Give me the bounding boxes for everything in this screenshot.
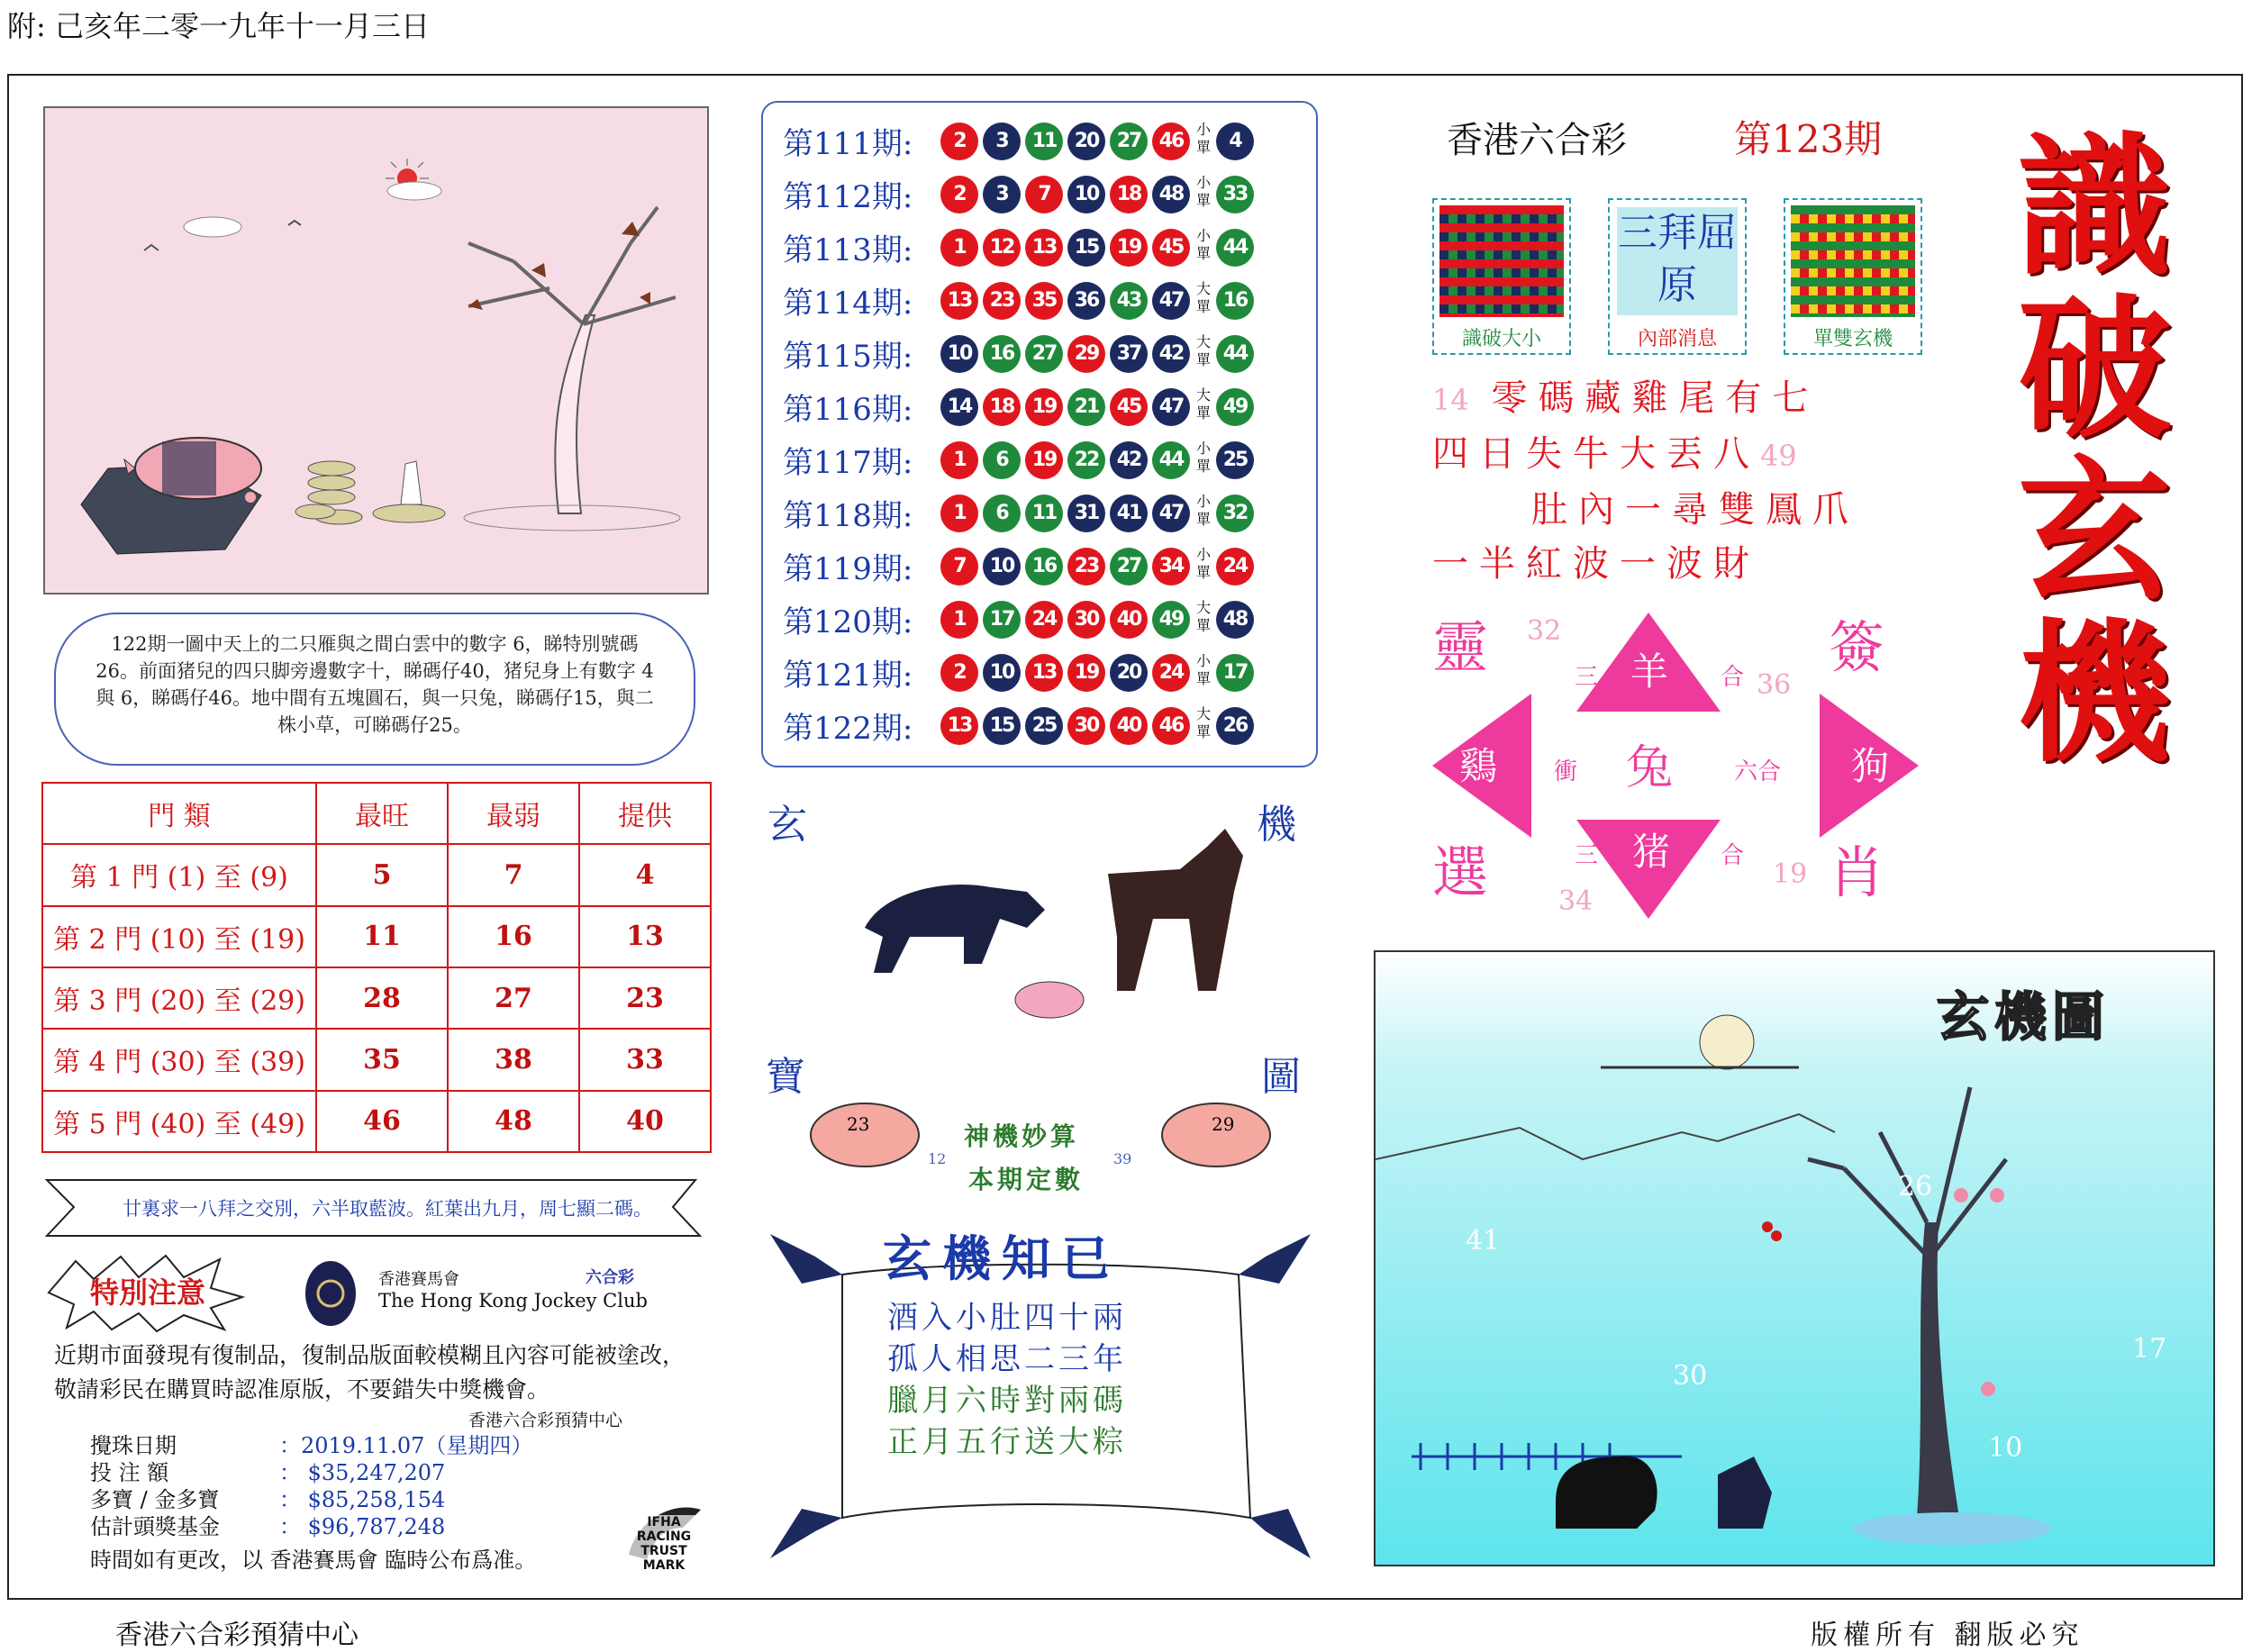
header-cell: 門 類 (42, 783, 316, 844)
special-ball: 26 (1216, 707, 1254, 745)
compass-bl: 選 (1432, 840, 1489, 905)
special-ball: 33 (1216, 176, 1254, 213)
number-ball: 27 (1025, 335, 1063, 373)
special-ball: 32 (1216, 495, 1254, 532)
special-ball: 4 (1216, 123, 1254, 160)
table-row (42, 967, 711, 1029)
benqi-text: 本期定數 (968, 1165, 1085, 1194)
number-ball: 43 (1110, 282, 1148, 320)
big-title-char: 玄 (2018, 441, 2172, 622)
date-line: 附: 己亥年二零一九年十一月三日 (7, 9, 430, 43)
number-ball: 1 (940, 495, 978, 532)
poem-line (1432, 483, 1859, 537)
compass-num: 34 (1558, 885, 1594, 917)
special-ball: 16 (1216, 282, 1254, 320)
number-ball: 7 (940, 548, 978, 585)
number-ball: 40 (1110, 601, 1148, 639)
number-ball: 25 (1025, 707, 1063, 745)
number-ball: 10 (983, 548, 1021, 585)
door-table (41, 782, 712, 1153)
result-label: 第112期: (783, 179, 913, 215)
compass-small: 衝 (1554, 758, 1578, 785)
number-ball: 7 (1025, 176, 1063, 213)
draw-key: 多寶 / 金多寶 (90, 1487, 220, 1512)
pic2-number: 41 (1466, 1225, 1501, 1257)
cell-offer: 40 (579, 1091, 711, 1152)
number-ball: 42 (1152, 335, 1190, 373)
side-left: 寶 (766, 1054, 805, 1100)
pic2-number: 26 (1898, 1171, 1933, 1203)
result-label: 第120期: (783, 604, 913, 640)
poem-line: 正月五行送大粽 (887, 1424, 1127, 1460)
draw-key: 攪珠日期 (90, 1433, 177, 1458)
number-ball: 29 (1067, 335, 1105, 373)
result-label: 第115期: (783, 339, 913, 375)
cell-offer: 13 (579, 906, 711, 967)
number-ball: 10 (983, 654, 1021, 692)
number-ball: 2 (940, 123, 978, 160)
big-title-char: 識 (2018, 117, 2172, 297)
number-ball: 20 (1110, 654, 1148, 692)
cell-hot: 28 (316, 967, 448, 1029)
special-ball: 44 (1216, 229, 1254, 267)
number-ball: 19 (1025, 441, 1063, 479)
side-right: 圖 (1261, 1054, 1301, 1100)
result-label: 第113期: (783, 232, 913, 268)
clue-picture (43, 106, 709, 595)
pig-left-number: 23 (847, 1113, 870, 1135)
number-ball: 30 (1067, 707, 1105, 745)
header-cell: 提供 (579, 783, 711, 844)
cell-hot: 46 (316, 1091, 448, 1152)
door-label: 第 1 門 (1) 至 (9) (42, 844, 316, 905)
number-ball: 27 (1110, 123, 1148, 160)
footer-left: 香港六合彩預猜中心 (115, 1620, 359, 1651)
header-cell: 最弱 (448, 783, 579, 844)
footer-right: 版權所有 翻版必究 (1811, 1620, 2084, 1651)
compass-tr: 簽 (1829, 614, 1885, 680)
draw-key: 估計頭獎基金 (90, 1514, 220, 1539)
number-ball: 16 (983, 335, 1021, 373)
draw-info (90, 1432, 532, 1540)
number-ball: 11 (1025, 495, 1063, 532)
number-ball: 3 (983, 176, 1021, 213)
number-ball: 15 (1067, 229, 1105, 267)
number-ball: 42 (1110, 441, 1148, 479)
poem-number: 49 (1760, 439, 1797, 473)
cell-cold: 38 (448, 1029, 579, 1090)
compass-south: 猪 (1632, 830, 1671, 874)
compass-small: 合 (1721, 664, 1745, 691)
result-row (783, 486, 1305, 538)
hkjc-name-cn: 香港賽馬會 (378, 1270, 459, 1289)
shenji-text: 神機妙算 (964, 1121, 1080, 1151)
number-ball: 24 (1025, 601, 1063, 639)
fund-row (90, 1513, 532, 1540)
result-row (783, 379, 1305, 431)
number-ball: 17 (983, 601, 1021, 639)
number-ball: 22 (1067, 441, 1105, 479)
number-ball: 19 (1110, 229, 1148, 267)
tile-odd-even (1784, 198, 1922, 355)
number-ball: 18 (983, 388, 1021, 426)
banner-text: 廿裏求一八拜之交別，六半取藍波。紅葉出九月，周七顯二碼。 (123, 1198, 652, 1220)
compass-west: 鷄 (1459, 744, 1498, 788)
table-row (42, 906, 711, 967)
number-ball: 13 (1025, 654, 1063, 692)
zodiac-compass (1423, 595, 1928, 937)
number-ball: 27 (1110, 548, 1148, 585)
number-ball: 1 (940, 601, 978, 639)
draw-value: ：2019.11.07（星期四） (279, 1433, 533, 1458)
result-label: 第118期: (783, 498, 913, 534)
pic2-number: 30 (1673, 1360, 1708, 1392)
table-row (42, 1091, 711, 1152)
number-ball: 46 (1152, 707, 1190, 745)
number-ball: 2 (940, 654, 978, 692)
clue-scene (45, 108, 707, 593)
issue-number: 第123期 (1734, 117, 1883, 161)
number-ball: 47 (1152, 495, 1190, 532)
number-ball: 24 (1152, 654, 1190, 692)
poem-text: 四日失牛大丟八 (1432, 433, 1760, 475)
door-label: 第 4 門 (30) 至 (39) (42, 1029, 316, 1090)
draw-date-row (90, 1432, 532, 1459)
cell-hot: 5 (316, 844, 448, 905)
corner-left: 玄 (767, 802, 807, 848)
number-ball: 6 (983, 441, 1021, 479)
result-row (783, 592, 1305, 644)
number-ball: 18 (1110, 176, 1148, 213)
poem-line (1432, 427, 1859, 483)
scroll-poem (887, 1297, 1203, 1463)
poem-line (1432, 371, 1859, 427)
poem-text: 一半紅波一波財 (1432, 543, 1760, 585)
result-row (783, 539, 1305, 591)
door-label: 第 5 門 (40) 至 (49) (42, 1091, 316, 1152)
compass-north: 羊 (1630, 649, 1669, 694)
number-ball: 1 (940, 229, 978, 267)
number-ball: 30 (1067, 601, 1105, 639)
compass-num: 32 (1527, 615, 1562, 647)
hkjc-logo-icon (303, 1257, 359, 1330)
cell-hot: 35 (316, 1029, 448, 1090)
result-row (783, 645, 1305, 697)
pic2-number: 10 (1988, 1432, 2023, 1464)
hk-mark-six-title: 香港六合彩 (1447, 120, 1627, 161)
draw-key: 投 注 額 (90, 1460, 169, 1485)
cell-cold: 48 (448, 1091, 579, 1152)
bet-amount-row (90, 1459, 532, 1486)
size-label: 小單 (1195, 174, 1211, 209)
poem-text: 肚內一尋雙鳳爪 (1531, 489, 1859, 531)
result-row (783, 220, 1305, 272)
door-table-header (42, 783, 711, 844)
cell-offer: 4 (579, 844, 711, 905)
cell-hot: 11 (316, 906, 448, 967)
poem-line (1432, 537, 1859, 591)
draw-value: ： $35,247,207 (279, 1460, 446, 1485)
special-ball: 24 (1216, 548, 1254, 585)
headline-xuanji: 玄機知已 (883, 1230, 1121, 1287)
header-cell: 最旺 (316, 783, 448, 844)
hkjc-name-en: The Hong Kong Jockey Club (378, 1290, 648, 1312)
clue-text: 122期一圖中天上的二只雁與之間白雲中的數字 6，睇特別號碼26。前面猪兒的四只脚旁邊數字十，睇碼仔40，猪兒身上有數字 4與 6，睇碼仔46。地中間有五塊圓石，與一只兔，睇碼仔15，與二株小草，可睇碼仔25。 (54, 613, 695, 766)
compass-num: 19 (1773, 858, 1808, 890)
size-label: 大單 (1195, 280, 1211, 315)
size-label: 小單 (1195, 546, 1211, 581)
big-title (2018, 117, 2180, 784)
notice-title: 特別注意 (90, 1275, 206, 1310)
special-ball: 25 (1216, 441, 1254, 479)
number-ball: 23 (1067, 548, 1105, 585)
compass-tl: 靈 (1432, 614, 1489, 680)
result-label: 第116期: (783, 392, 913, 428)
compass-small: 三 (1575, 664, 1599, 691)
number-ball: 16 (1025, 548, 1063, 585)
number-ball: 45 (1152, 229, 1190, 267)
special-ball: 48 (1216, 601, 1254, 639)
compass-center: 兔 (1626, 741, 1674, 795)
result-label: 第111期: (783, 126, 913, 162)
compass-east: 狗 (1851, 744, 1890, 788)
cell-cold: 7 (448, 844, 579, 905)
number-ball: 47 (1152, 388, 1190, 426)
number-ball: 15 (983, 707, 1021, 745)
result-row (783, 167, 1305, 219)
compass-num: 36 (1757, 669, 1792, 701)
tile-inside (1608, 198, 1747, 355)
ifha-text: IFHA RACING TRUST MARK (620, 1515, 708, 1573)
tile-caption: 識破大小 (1461, 328, 1541, 350)
number-ball: 46 (1152, 123, 1190, 160)
number-ball: 10 (1067, 176, 1105, 213)
compass-br: 肖 (1829, 840, 1885, 905)
number-ball: 19 (1025, 388, 1063, 426)
big-title-char: 機 (2018, 604, 2172, 784)
number-ball: 6 (983, 495, 1021, 532)
result-row (783, 273, 1305, 325)
number-ball: 37 (1110, 335, 1148, 373)
tile-size (1432, 198, 1571, 355)
special-ball: 44 (1216, 335, 1254, 373)
draw-value: ： $85,258,154 (279, 1487, 446, 1512)
notice-source: 香港六合彩預猜中心 (468, 1411, 623, 1430)
ifha-trust-mark (620, 1483, 708, 1573)
size-label: 大單 (1195, 599, 1211, 634)
jackpot-row (90, 1486, 532, 1513)
table-row (42, 1029, 711, 1090)
number-ball: 12 (983, 229, 1021, 267)
poem-line: 臘月六時對兩碼 (887, 1383, 1127, 1419)
number-ball: 35 (1025, 282, 1063, 320)
result-row (783, 432, 1305, 485)
number-ball: 13 (1025, 229, 1063, 267)
results-panel (761, 101, 1318, 767)
result-row (783, 113, 1305, 166)
result-label: 第114期: (783, 286, 913, 322)
tile-mid-text: 三拜屈原 (1617, 207, 1738, 315)
result-label: 第117期: (783, 445, 913, 481)
number-ball: 45 (1110, 388, 1148, 426)
notice-body: 近期市面發現有復制品，復制品版面較模糊且內容可能被塗改，敬請彩民在購買時認准原版，不要錯失中獎機會。 (54, 1342, 686, 1402)
compass-small: 合 (1721, 842, 1745, 869)
tile-caption: 內部消息 (1637, 328, 1717, 350)
number-ball: 20 (1067, 123, 1105, 160)
number-ball: 10 (940, 335, 978, 373)
number-ball: 31 (1067, 495, 1105, 532)
draw-value: ： $96,787,248 (279, 1514, 446, 1539)
number-ball: 41 (1110, 495, 1148, 532)
number-ball: 2 (940, 176, 978, 213)
cell-offer: 23 (579, 967, 711, 1029)
compass-small: 三 (1575, 842, 1599, 869)
number-ball: 13 (940, 707, 978, 745)
result-row (783, 698, 1305, 750)
number-ball: 21 (1067, 388, 1105, 426)
xuanji-title: 玄機圖 (1937, 986, 2111, 1048)
tile-caption: 單雙玄機 (1812, 328, 1893, 350)
size-label: 大單 (1195, 333, 1211, 368)
poem-text: 零碼藏雞尾有七 (1491, 377, 1820, 419)
poem-line: 酒入小肚四十兩 (887, 1300, 1127, 1336)
special-ball: 17 (1216, 654, 1254, 692)
number-ball: 47 (1152, 282, 1190, 320)
number-39: 39 (1113, 1150, 1132, 1167)
number-ball: 40 (1110, 707, 1148, 745)
size-label: 小單 (1195, 652, 1211, 687)
size-label: 小單 (1195, 121, 1211, 156)
cell-cold: 27 (448, 967, 579, 1029)
number-ball: 1 (940, 441, 978, 479)
number-ball: 3 (983, 123, 1021, 160)
number-ball: 36 (1067, 282, 1105, 320)
number-ball: 19 (1067, 654, 1105, 692)
size-label: 小單 (1195, 493, 1211, 528)
number-ball: 44 (1152, 441, 1190, 479)
big-title-char: 破 (2018, 279, 2172, 459)
size-label: 小單 (1195, 440, 1211, 475)
result-label: 第122期: (783, 711, 913, 747)
number-ball: 13 (940, 282, 978, 320)
poem-line: 孤人相思二三年 (887, 1341, 1127, 1377)
poem-number: 14 (1432, 383, 1469, 417)
right-poem (1432, 371, 1859, 591)
number-ball: 34 (1152, 548, 1190, 585)
corner-right: 機 (1257, 802, 1296, 848)
result-label: 第119期: (783, 551, 913, 587)
number-ball: 11 (1025, 123, 1063, 160)
size-label: 大單 (1195, 386, 1211, 422)
number-ball: 23 (983, 282, 1021, 320)
door-label: 第 3 門 (20) 至 (29) (42, 967, 316, 1029)
special-ball: 49 (1216, 388, 1254, 426)
result-label: 第121期: (783, 658, 913, 694)
door-label: 第 2 門 (10) 至 (19) (42, 906, 316, 967)
table-row (42, 844, 711, 905)
cell-offer: 33 (579, 1029, 711, 1090)
size-label: 大單 (1195, 705, 1211, 740)
compass-small: 六合 (1734, 758, 1782, 785)
mark-six-logo: 六合彩 (586, 1268, 634, 1287)
mosaic-icon (1439, 205, 1564, 317)
result-row (783, 326, 1305, 378)
number-12: 12 (928, 1150, 947, 1167)
pic2-number: 17 (2132, 1333, 2167, 1365)
number-ball: 49 (1152, 601, 1190, 639)
number-ball: 48 (1152, 176, 1190, 213)
time-note: 時間如有更改，以 香港賽馬會 臨時公布爲准。 (90, 1548, 537, 1573)
size-label: 小單 (1195, 227, 1211, 262)
cell-cold: 16 (448, 906, 579, 967)
mosaic-icon (1791, 205, 1915, 317)
number-ball: 14 (940, 388, 978, 426)
pig-right-number: 29 (1212, 1113, 1235, 1135)
